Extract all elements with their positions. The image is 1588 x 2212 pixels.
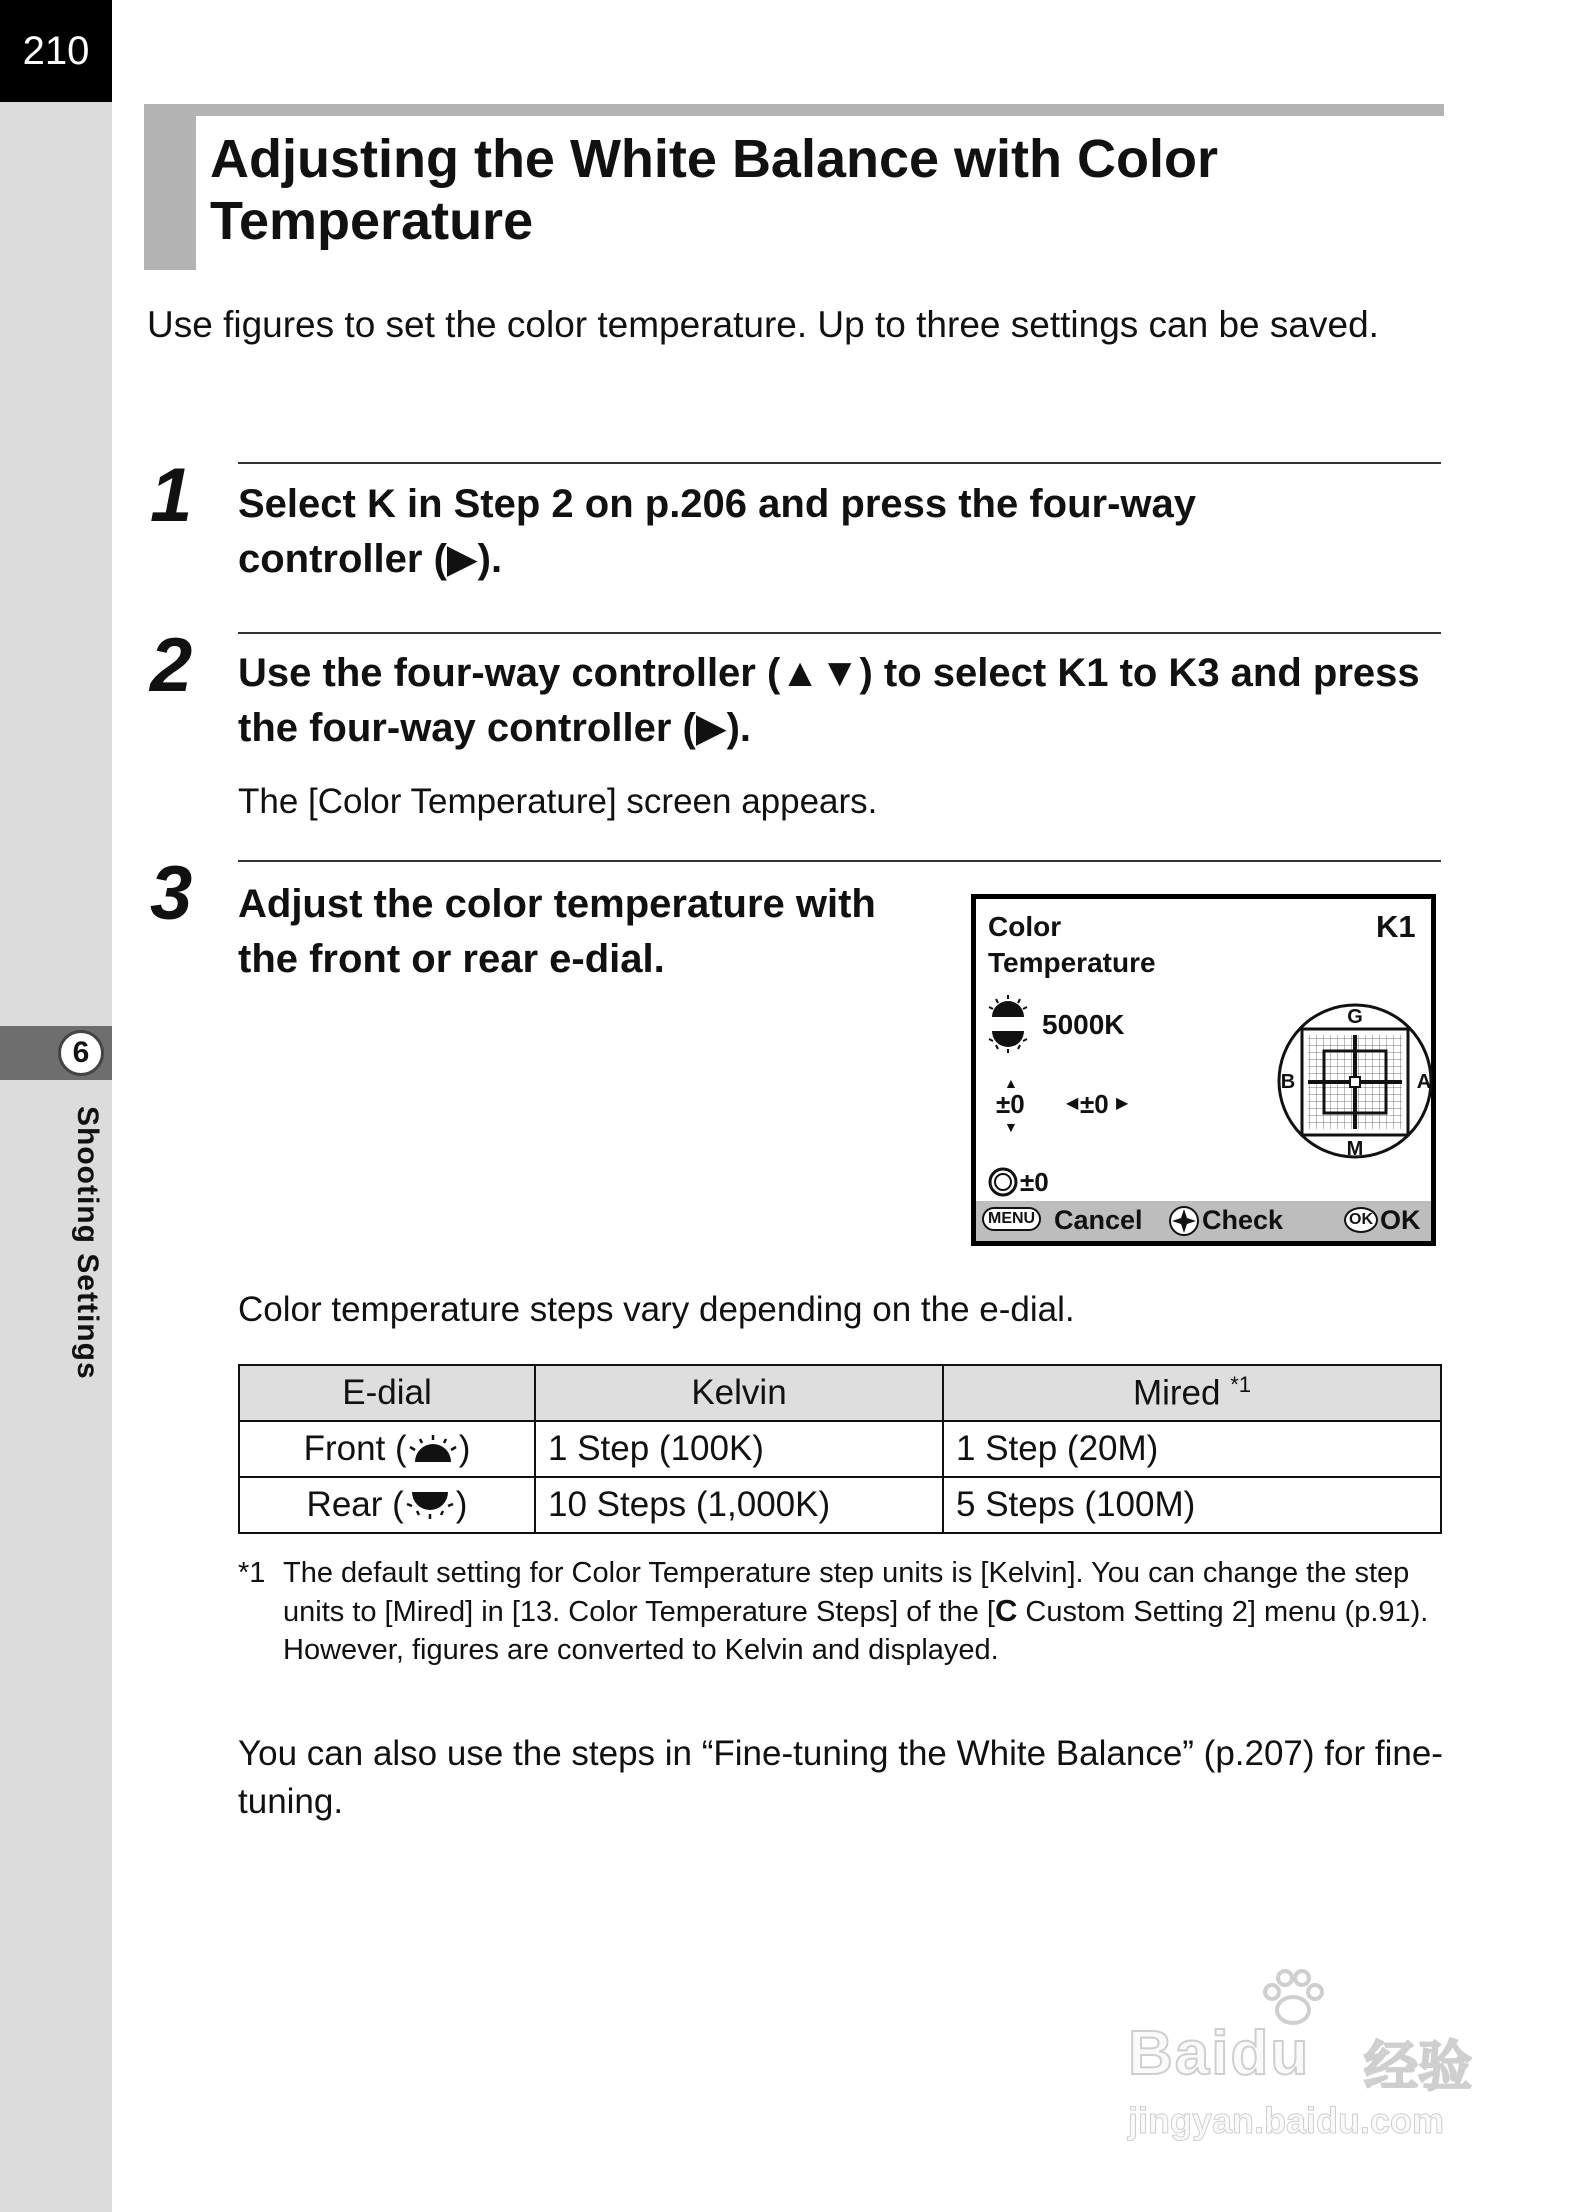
step-1-text: Select K in Step 2 on p.206 and press the four-way controller (▶). bbox=[238, 482, 1197, 581]
screen-horiz-adjust: ±0 bbox=[1080, 1089, 1109, 1119]
table-cell-mired: 5 Steps (100M) bbox=[943, 1477, 1441, 1533]
screen-preset: K1 bbox=[1376, 909, 1416, 944]
table-header-edial: E-dial bbox=[239, 1365, 535, 1421]
watermark-brand-du: du bbox=[1230, 2019, 1311, 2088]
left-arrow-icon: ◀ bbox=[1066, 1095, 1079, 1112]
front-dial-label: Front ( bbox=[303, 1429, 407, 1468]
page-number: 210 bbox=[0, 0, 112, 102]
title-side-bar bbox=[144, 104, 196, 270]
screen-check-label: Check bbox=[1202, 1205, 1284, 1235]
grid-label-b: B bbox=[1280, 1071, 1296, 1093]
rear-dial-label: Rear ( bbox=[306, 1485, 404, 1524]
intro-paragraph: Use figures to set the color temperature. Up to three settings can be saved. bbox=[147, 304, 1379, 345]
screen-bottom-bar bbox=[976, 1201, 1431, 1241]
rear-dial-icon bbox=[404, 1490, 456, 1520]
table-cell-kelvin: 10 Steps (1,000K) bbox=[535, 1477, 943, 1533]
footnote-mark: *1 bbox=[238, 1557, 266, 1589]
screen-title-line1: Color bbox=[988, 911, 1062, 942]
step-2-rule bbox=[238, 632, 1441, 634]
table-cell-mired: 1 Step (20M) bbox=[943, 1421, 1441, 1477]
front-dial-icon bbox=[407, 1434, 459, 1464]
watermark-url: jingyan.baidu.com bbox=[1128, 2100, 1445, 2141]
front-rear-dial-icon bbox=[986, 993, 1030, 1055]
screen-kelvin: 5000K bbox=[1042, 1009, 1125, 1040]
custom-setting-c-icon: C bbox=[994, 1593, 1018, 1628]
table-cell-dial bbox=[239, 1477, 535, 1533]
rear-dial-label-end: ) bbox=[455, 1485, 468, 1524]
table-cell-dial bbox=[239, 1421, 535, 1477]
step-3-number: 3 bbox=[150, 851, 193, 936]
up-arrow-icon: ▲ bbox=[1004, 1075, 1018, 1091]
footnote-body bbox=[283, 1554, 1448, 1669]
chapter-number: 6 bbox=[58, 1030, 104, 1076]
step-2-number: 2 bbox=[150, 623, 193, 708]
right-arrow-icon: ▶ bbox=[1116, 1095, 1129, 1112]
watermark-cn: 经验 bbox=[1364, 2037, 1472, 2097]
footnote-text-after: Custom Setting 2] menu (p.91). However, figures are converted to Kelvin and displayed. bbox=[283, 1596, 1429, 1666]
camera-screen bbox=[971, 894, 1436, 1246]
mired-footnote-ref: *1 bbox=[1230, 1372, 1252, 1398]
table-row bbox=[239, 1477, 1441, 1533]
grid-label-g: G bbox=[1347, 1006, 1363, 1028]
check-dial-icon bbox=[1168, 1205, 1200, 1237]
closing-paragraph: You can also use the steps in “Fine-tuning the White Balance” (p.207) for fine-tuning. bbox=[238, 1734, 1443, 1821]
title-top-rule bbox=[144, 104, 1444, 116]
footnote-text-before: The default setting for Color Temperature step units is [Kelvin]. You can change the step units to [Mired] in [13. Color Temperature Steps] of the [ bbox=[283, 1557, 1410, 1628]
screen-third-adjust: ±0 bbox=[1020, 1167, 1049, 1197]
chapter-label: Shooting Settings bbox=[71, 1106, 104, 1380]
color-shift-grid bbox=[1274, 1003, 1436, 1159]
table-header-mired bbox=[943, 1365, 1441, 1421]
watermark-brand-bai: Bai bbox=[1128, 2019, 1231, 2088]
front-dial-label-end: ) bbox=[458, 1429, 471, 1468]
ok-key-icon: OK bbox=[1344, 1207, 1378, 1233]
section-title: Adjusting the White Balance with Color Temperature bbox=[210, 129, 1219, 251]
step-3-rule bbox=[238, 860, 1441, 862]
baidu-watermark bbox=[1128, 1968, 1508, 2148]
menu-key-icon: MENU bbox=[982, 1207, 1041, 1231]
mired-header-text: Mired bbox=[1132, 1373, 1221, 1413]
table-row bbox=[239, 1421, 1441, 1477]
screen-vert-adjust: ±0 bbox=[996, 1089, 1025, 1119]
steps-note: Color temperature steps vary depending on the e-dial. bbox=[238, 1290, 1075, 1329]
grid-label-m: M bbox=[1346, 1138, 1364, 1159]
dial-steps-table bbox=[238, 1364, 1442, 1534]
step-2-note: The [Color Temperature] screen appears. bbox=[238, 782, 878, 821]
screen-title-line2: Temperature bbox=[988, 947, 1156, 978]
table-cell-kelvin: 1 Step (100K) bbox=[535, 1421, 943, 1477]
aperture-dial-icon bbox=[988, 1167, 1018, 1197]
screen-ok-label: OK bbox=[1380, 1205, 1421, 1235]
footnote bbox=[238, 1554, 1448, 1669]
screen-cancel-label: Cancel bbox=[1054, 1205, 1143, 1235]
table-header-kelvin: Kelvin bbox=[535, 1365, 943, 1421]
down-arrow-icon: ▼ bbox=[1004, 1119, 1018, 1135]
step-3-text: Adjust the color temperature with the front or rear e-dial. bbox=[238, 882, 876, 981]
grid-label-a: A bbox=[1416, 1071, 1432, 1093]
step-1-number: 1 bbox=[150, 453, 193, 538]
table-header-row bbox=[239, 1365, 1441, 1421]
watermark-brand bbox=[1128, 2018, 1310, 2089]
step-2-text: Use the four-way controller (▲▼) to select K1 to K3 and press the four-way controller (▶). bbox=[238, 651, 1420, 750]
step-1-rule bbox=[238, 462, 1441, 464]
